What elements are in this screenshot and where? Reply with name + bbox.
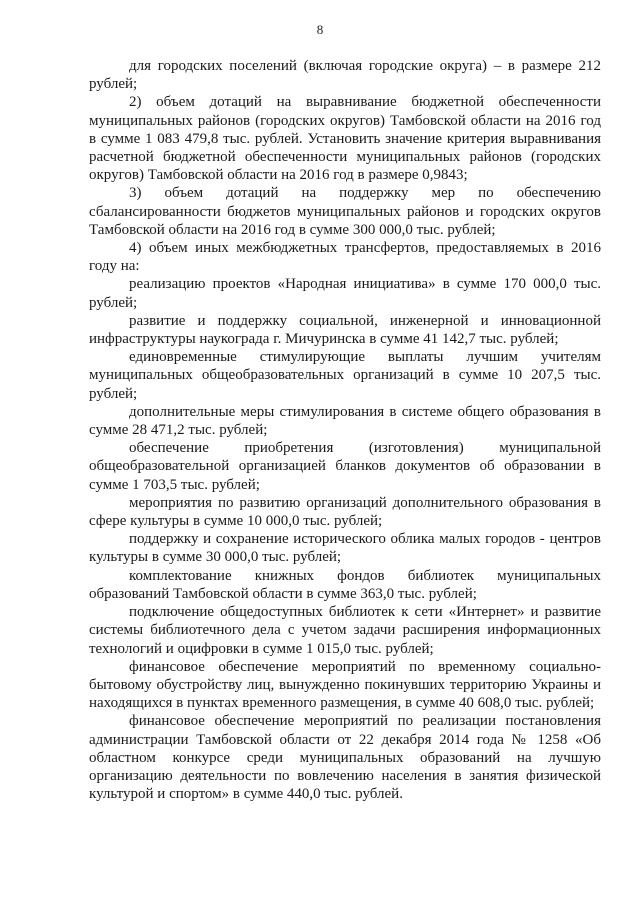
paragraph-peoples-initiative: реализацию проектов «Народная инициатива» в сумме 170 000,0 тыс. рублей;: [89, 276, 601, 311]
paragraph-library-funds: комплектование книжных фондов библиотек муниципальных образований Тамбовской области в сумме 363,0 тыс. рублей;: [89, 567, 601, 602]
paragraph-ukraine-resettlement: финансовое обеспечение мероприятий по временному социально-бытовому обустройству лиц, вынужденно покинувших территорию Украины и находящихся в пунктах временного размещения, в сумме 40 608,0 тыс. рублей;: [89, 658, 601, 712]
page-number: 8: [316, 22, 324, 37]
paragraph-balance-support: 3) объем дотаций на поддержку мер по обеспечению сбалансированности бюджетов муниципальных районов и городских округов Тамбовской области на 2016 год в сумме 300 000,0 тыс. рублей;: [89, 185, 601, 238]
paragraph-urban-settlements: для городских поселений (включая городские округа) – в размере 212 рублей;: [89, 58, 601, 93]
paragraph-equalization-subsidies: 2) объем дотаций на выравнивание бюджетной обеспеченности муниципальных районов (городских округов) Тамбовской области на 2016 год в сумме 1 083 479,8 тыс. рублей. Установить значение критерия выравнивания расчетной бюджетной обеспеченности муниципальных районов (городских округов) Тамбовской области на 2016 год в размере 0,9843;: [89, 94, 601, 184]
paragraph-science-city: развитие и поддержку социальной, инженерной и инновационной инфраструктуры наукограда г. Мичуринска в сумме 41 142,7 тыс. рублей;: [89, 312, 601, 348]
document-body: [89, 57, 601, 803]
paragraph-education-incentives: дополнительные меры стимулирования в системе общего образования в сумме 28 471,2 тыс. рублей;: [89, 403, 601, 439]
paragraph-other-transfers: 4) объем иных межбюджетных трансфертов, предоставляемых в 2016 году на:: [89, 240, 601, 275]
paragraph-library-internet: подключение общедоступных библиотек к сети «Интернет» и развитие системы библиотечного дела с учетом задачи расширения информационных технологий и оцифровки в сумме 1 015,0 тыс. рублей;: [89, 604, 601, 657]
paragraph-education-documents: обеспечение приобретения (изготовления) муниципальной общеобразовательной организацией бланков документов об образовании в сумме 1 703,5 тыс. рублей;: [89, 440, 601, 493]
paragraph-culture-education: мероприятия по развитию организаций дополнительного образования в сфере культуры в сумме 10 000,0 тыс. рублей;: [89, 494, 601, 530]
paragraph-sports-contest: финансовое обеспечение мероприятий по реализации постановления администрации Тамбовской области от 22 декабря 2014 года № 1258 «Об областном конкурсе среди муниципальных образований на лучшую организацию деятельности по вовлечению населения в занятия физической культурой и спортом» в сумме 440,0 тыс. рублей.: [89, 713, 601, 803]
paragraph-teacher-payments: единовременные стимулирующие выплаты лучшим учителям муниципальных общеобразовательных организаций в сумме 10 207,5 тыс. рублей;: [89, 349, 601, 402]
paragraph-small-towns: поддержку и сохранение исторического облика малых городов - центров культуры в сумме 30 000,0 тыс. рублей;: [89, 531, 601, 566]
